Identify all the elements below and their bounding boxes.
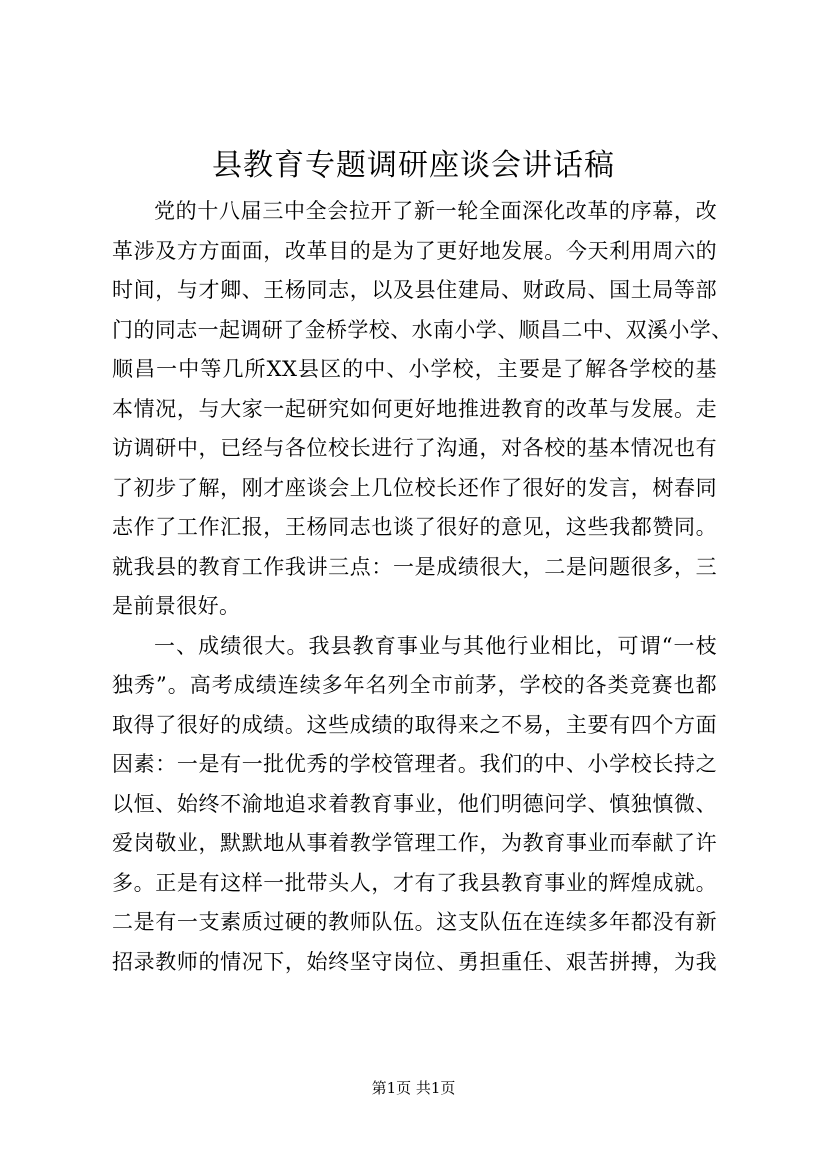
body-line: 顺昌一中等几所XX县区的中、小学校，主要是了解各学校的基 — [112, 357, 717, 381]
body-line: 本情况，与大家一起研究如何更好地推进教育的改革与发展。走 — [112, 396, 717, 421]
body-line: 二是有一支素质过硬的教师队伍。这支队伍在连续多年都没有新 — [112, 910, 717, 934]
body-line: 时间，与才卿、王杨同志，以及县住建局、财政局、国土局等部 — [112, 278, 717, 302]
body-line: 门的同志一起调研了金桥学校、水南小学、顺昌二中、双溪小学、 — [112, 317, 733, 342]
body-line: 多。正是有这样一批带头人，才有了我县教育事业的辉煌成就。 — [112, 870, 717, 895]
body-line: 取得了很好的成绩。这些成绩的取得来之不易，主要有四个方面 — [112, 712, 717, 737]
body-line: 以恒、始终不渝地追求着教育事业，他们明德问学、慎独慎微、 — [112, 791, 717, 816]
body-line: 是前景很好。 — [112, 594, 241, 618]
body-line: 独秀”。高考成绩连续多年名列全市前茅，学校的各类竞赛也都 — [112, 673, 717, 697]
page-footer: 第1页 共1页 — [371, 1079, 456, 1097]
body-line: 爱岗敬业，默默地从事着教学管理工作，为教育事业而奉献了许 — [112, 831, 717, 855]
body-line: 因素：一是有一批优秀的学校管理者。我们的中、小学校长持之 — [112, 752, 717, 776]
body-line: 革涉及方方面面，改革目的是为了更好地发展。今天利用周六的 — [112, 238, 717, 263]
document-body — [112, 192, 733, 982]
body-line: 访调研中，已经与各位校长进行了沟通，对各校的基本情况也有 — [112, 436, 717, 460]
body-line: 就我县的教育工作我讲三点：一是成绩很大，二是问题很多，三 — [112, 554, 717, 579]
body-line: 一、成绩很大。我县教育事业与其他行业相比，可谓“一枝 — [154, 633, 717, 658]
body-line: 志作了工作汇报，王杨同志也谈了很好的意见，这些我都赞同。 — [112, 515, 717, 539]
body-line: 了初步了解，刚才座谈会上几位校长还作了很好的发言，树春同 — [112, 475, 717, 500]
body-line: 党的十八届三中全会拉开了新一轮全面深化改革的序幕，改 — [154, 199, 717, 223]
document-title: 县教育专题调研座谈会讲话稿 — [212, 148, 615, 183]
body-line: 招录教师的情况下，始终坚守岗位、勇担重任、艰苦拼搏，为我 — [112, 949, 717, 974]
